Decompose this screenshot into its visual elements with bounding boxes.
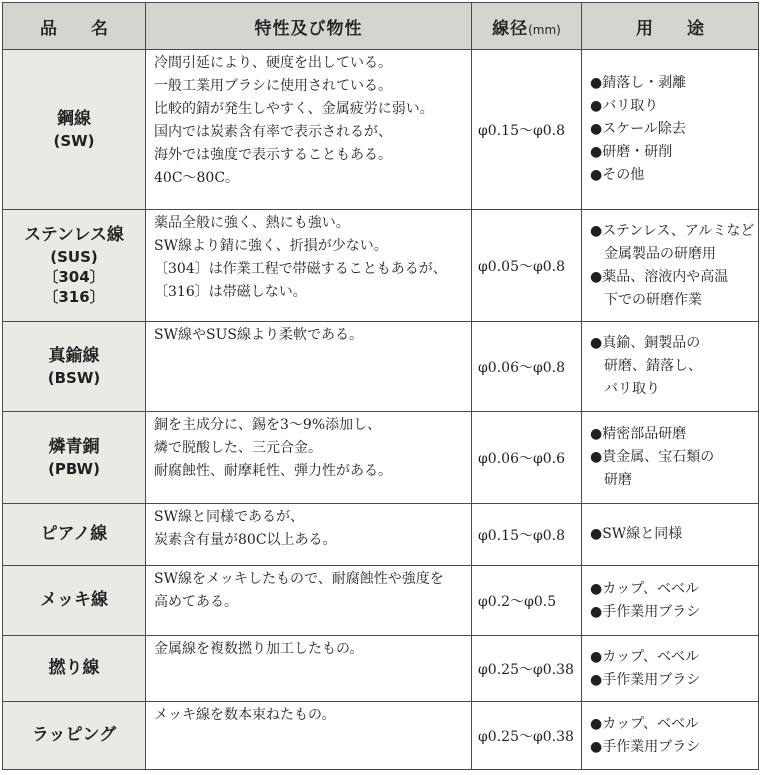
product-name: 撚り線 bbox=[48, 658, 100, 678]
diameter-cell: φ0.25〜φ0.38 bbox=[472, 702, 582, 770]
usage-item: ●手作業用ブラシ bbox=[590, 603, 701, 620]
properties-cell bbox=[146, 322, 472, 412]
diameter-cell: φ0.05〜φ0.8 bbox=[472, 210, 582, 322]
header-name: 品 名 bbox=[3, 3, 146, 50]
usage-cell bbox=[582, 322, 759, 412]
diameter-cell: φ0.06〜φ0.6 bbox=[472, 412, 582, 504]
property-line: 金属線を複数撚り加工したもの。 bbox=[154, 641, 364, 657]
properties-cell bbox=[146, 702, 472, 770]
usage-cell bbox=[582, 566, 759, 636]
property-line: 燐で脱酸した、三元合金。 bbox=[154, 440, 322, 456]
header-usage: 用 途 bbox=[582, 3, 759, 50]
product-code: 〔304〕 bbox=[43, 268, 105, 286]
property-line: メッキ線を数本束ねたもの。 bbox=[154, 707, 336, 723]
product-code: 〔316〕 bbox=[43, 288, 105, 306]
properties-cell bbox=[146, 412, 472, 504]
header-diameter-unit: (mm) bbox=[528, 22, 561, 37]
usage-item: ●カップ、ベベル bbox=[590, 580, 699, 597]
property-line: 炭素含有量が80C以上ある。 bbox=[154, 532, 337, 548]
properties-cell bbox=[146, 504, 472, 566]
usage-item: ●バリ取り bbox=[590, 98, 659, 114]
product-name: メッキ線 bbox=[40, 590, 108, 610]
product-name-cell bbox=[3, 50, 146, 210]
table-row bbox=[3, 702, 759, 770]
property-line: 高めてある。 bbox=[154, 594, 238, 610]
property-line: 比較的錆が発生しやすく、金属疲労に弱い。 bbox=[154, 101, 434, 117]
usage-item: ●カップ、ベベル bbox=[590, 648, 699, 665]
usage-item: ●SW線と同様 bbox=[590, 526, 683, 542]
properties-cell bbox=[146, 636, 472, 702]
property-line: 冷間引延により、硬度を出している。 bbox=[154, 55, 392, 71]
table-row bbox=[3, 636, 759, 702]
usage-cell bbox=[582, 702, 759, 770]
product-name: 鋼線 bbox=[57, 109, 91, 129]
usage-item: ●カップ、ベベル bbox=[590, 715, 699, 732]
product-code: (PBW) bbox=[48, 460, 100, 478]
table-row bbox=[3, 412, 759, 504]
product-name: 燐青銅 bbox=[48, 437, 100, 457]
table-row bbox=[3, 504, 759, 566]
usage-item: ●ステンレス、アルミなど bbox=[590, 222, 755, 239]
product-name-cell bbox=[3, 210, 146, 322]
usage-item: ●研磨・研削 bbox=[590, 144, 673, 160]
header-diameter bbox=[472, 3, 582, 50]
property-line: 一般工業用ブラシに使用されている。 bbox=[154, 78, 392, 94]
header-row bbox=[3, 3, 759, 50]
property-line: SW線より錆に強く、折損が少ない。 bbox=[154, 238, 388, 254]
diameter-cell: φ0.25〜φ0.38 bbox=[472, 636, 582, 702]
usage-cell bbox=[582, 412, 759, 504]
property-line: 海外では強度で表示することもある。 bbox=[154, 147, 392, 163]
table-row bbox=[3, 210, 759, 322]
usage-item: 金属製品の研磨用 bbox=[604, 245, 716, 262]
wire-spec-table bbox=[2, 2, 759, 770]
usage-item: ●その他 bbox=[590, 167, 645, 183]
product-code: (SUS) bbox=[50, 248, 98, 266]
properties-cell bbox=[146, 566, 472, 636]
table-row bbox=[3, 566, 759, 636]
table-row bbox=[3, 50, 759, 210]
usage-item: バリ取り bbox=[604, 381, 660, 397]
property-line: SW線やSUS線より柔軟である。 bbox=[154, 327, 363, 343]
product-name-cell bbox=[3, 566, 146, 636]
usage-item: 下での研磨作業 bbox=[604, 291, 702, 308]
usage-item: 研磨 bbox=[604, 472, 632, 488]
diameter-cell: φ0.2〜φ0.5 bbox=[472, 566, 582, 636]
table-row bbox=[3, 322, 759, 412]
property-line: 〔316〕は帯磁しない。 bbox=[154, 284, 307, 300]
usage-item: ●薬品、溶液内や高温 bbox=[590, 268, 729, 285]
properties-cell bbox=[146, 50, 472, 210]
product-name: ピアノ線 bbox=[40, 524, 108, 544]
property-line: SW線と同様であるが、 bbox=[154, 509, 304, 525]
product-name-cell bbox=[3, 636, 146, 702]
property-line: 耐腐蝕性、耐摩耗性、弾力性がある。 bbox=[154, 463, 392, 479]
usage-item: ●真鍮、銅製品の bbox=[590, 335, 701, 351]
product-name: ステンレス線 bbox=[24, 225, 124, 245]
property-line: SW線をメッキしたもので、耐腐蝕性や強度を bbox=[154, 571, 444, 587]
product-code: (SW) bbox=[53, 132, 95, 150]
product-name: ラッピング bbox=[31, 725, 117, 745]
usage-item: 研磨、錆落し、 bbox=[604, 358, 702, 374]
product-name-cell bbox=[3, 412, 146, 504]
usage-cell bbox=[582, 636, 759, 702]
usage-cell bbox=[582, 504, 759, 566]
usage-item: ●精密部品研磨 bbox=[590, 426, 687, 442]
properties-cell bbox=[146, 210, 472, 322]
property-line: 銅を主成分に、錫を3〜9%添加し、 bbox=[154, 417, 382, 433]
property-line: 国内では炭素含有率で表示されるが、 bbox=[154, 124, 392, 140]
usage-cell bbox=[582, 210, 759, 322]
usage-item: ●スケール除去 bbox=[590, 121, 686, 137]
usage-item: ●手作業用ブラシ bbox=[590, 738, 701, 755]
usage-item: ●錆落し・剥離 bbox=[590, 75, 687, 91]
product-code: (BSW) bbox=[47, 369, 101, 387]
usage-item: ●手作業用ブラシ bbox=[590, 671, 701, 688]
product-name-cell bbox=[3, 322, 146, 412]
product-name: 真鍮線 bbox=[48, 346, 100, 366]
usage-cell bbox=[582, 50, 759, 210]
usage-item: ●貴金属、宝石類の bbox=[590, 449, 715, 465]
diameter-cell: φ0.15〜φ0.8 bbox=[472, 504, 582, 566]
diameter-cell: φ0.06〜φ0.8 bbox=[472, 322, 582, 412]
header-diameter-label: 線径 bbox=[492, 18, 529, 39]
diameter-cell: φ0.15〜φ0.8 bbox=[472, 50, 582, 210]
property-line: 40C〜80C。 bbox=[154, 170, 240, 186]
product-name-cell bbox=[3, 504, 146, 566]
product-name-cell bbox=[3, 702, 146, 770]
property-line: 薬品全般に強く、熱にも強い。 bbox=[154, 215, 350, 231]
header-props: 特性及び物性 bbox=[146, 3, 472, 50]
property-line: 〔304〕は作業工程で帯磁することもあるが、 bbox=[154, 261, 447, 277]
